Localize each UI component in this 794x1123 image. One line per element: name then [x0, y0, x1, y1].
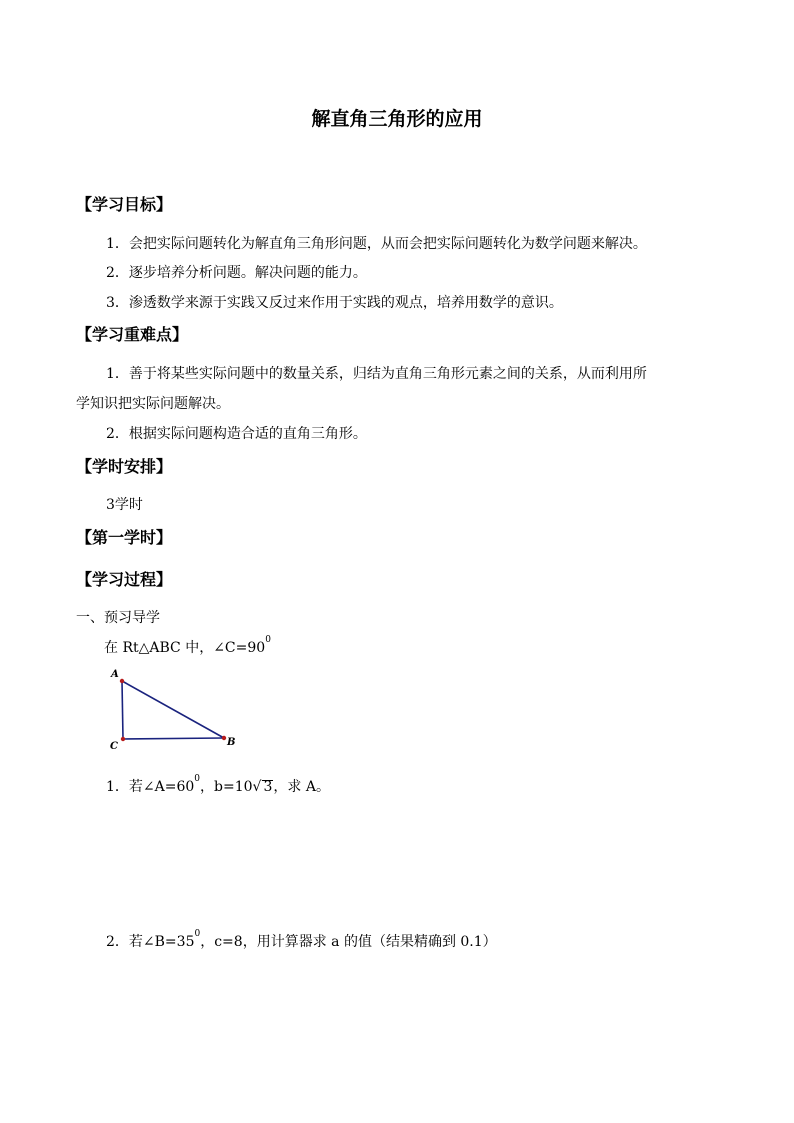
sqrt-radicand: 3 — [263, 779, 273, 795]
schedule-text: 3学时 — [106, 497, 143, 513]
question-1-suffix: ，求 A。 — [273, 779, 330, 795]
key-point-item-1-line-1: 1．善于将某些实际问题中的数量关系，归结为直角三角形元素之间的关系，从而利用所 — [106, 366, 647, 382]
schedule-heading: 【学时安排】 — [76, 457, 173, 476]
page-title: 解直角三角形的应用 — [311, 108, 483, 130]
question-2 — [106, 931, 497, 951]
process-heading: 【学习过程】 — [76, 570, 173, 589]
vertex-a-label: A — [111, 669, 119, 680]
triangle-side-ac — [122, 681, 123, 739]
question-2-prefix: 2．若∠B=35 — [106, 934, 195, 950]
question-1 — [106, 776, 330, 796]
vertex-b-label: B — [227, 737, 236, 748]
goals-heading: 【学习目标】 — [76, 195, 173, 214]
question-2-suffix: ，c=8，用计算器求 a 的值（结果精确到 0.1） — [200, 934, 497, 950]
degree-superscript: 0 — [265, 635, 271, 645]
triangle-side-ab — [122, 681, 224, 738]
key-point-item-1-line-2: 学知识把实际问题解决。 — [76, 396, 230, 412]
triangle-figure — [106, 666, 246, 752]
goal-item-1: 1．会把实际问题转化为解直角三角形问题，从而会把实际问题转化为数学问题来解决。 — [106, 236, 647, 252]
goal-item-3: 3．渗透数学来源于实践又反过来作用于实践的观点，培养用数学的意识。 — [106, 295, 563, 311]
first-period-heading: 【第一学时】 — [76, 528, 173, 547]
vertex-b-point — [222, 736, 226, 740]
preview-intro-text: 在 Rt△ABC 中，∠C=90 — [104, 640, 266, 656]
question-1-mid: ，b=10 — [200, 779, 253, 795]
goal-item-2: 2．逐步培养分析问题。解决问题的能力。 — [106, 265, 367, 281]
sqrt-sign: √ — [252, 779, 262, 795]
question-1-degree: 0 — [194, 774, 201, 784]
key-point-item-2: 2．根据实际问题构造合适的直角三角形。 — [106, 426, 367, 442]
key-points-heading: 【学习重难点】 — [76, 325, 189, 344]
question-1-prefix: 1．若∠A=60 — [106, 779, 195, 795]
triangle-side-cb — [123, 738, 224, 739]
vertex-a-point — [120, 679, 124, 683]
question-2-degree: 0 — [194, 929, 201, 939]
preview-label: 一、预习导学 — [76, 610, 160, 626]
vertex-c-point — [121, 737, 125, 741]
vertex-c-label: C — [110, 741, 118, 752]
preview-intro — [104, 637, 271, 657]
